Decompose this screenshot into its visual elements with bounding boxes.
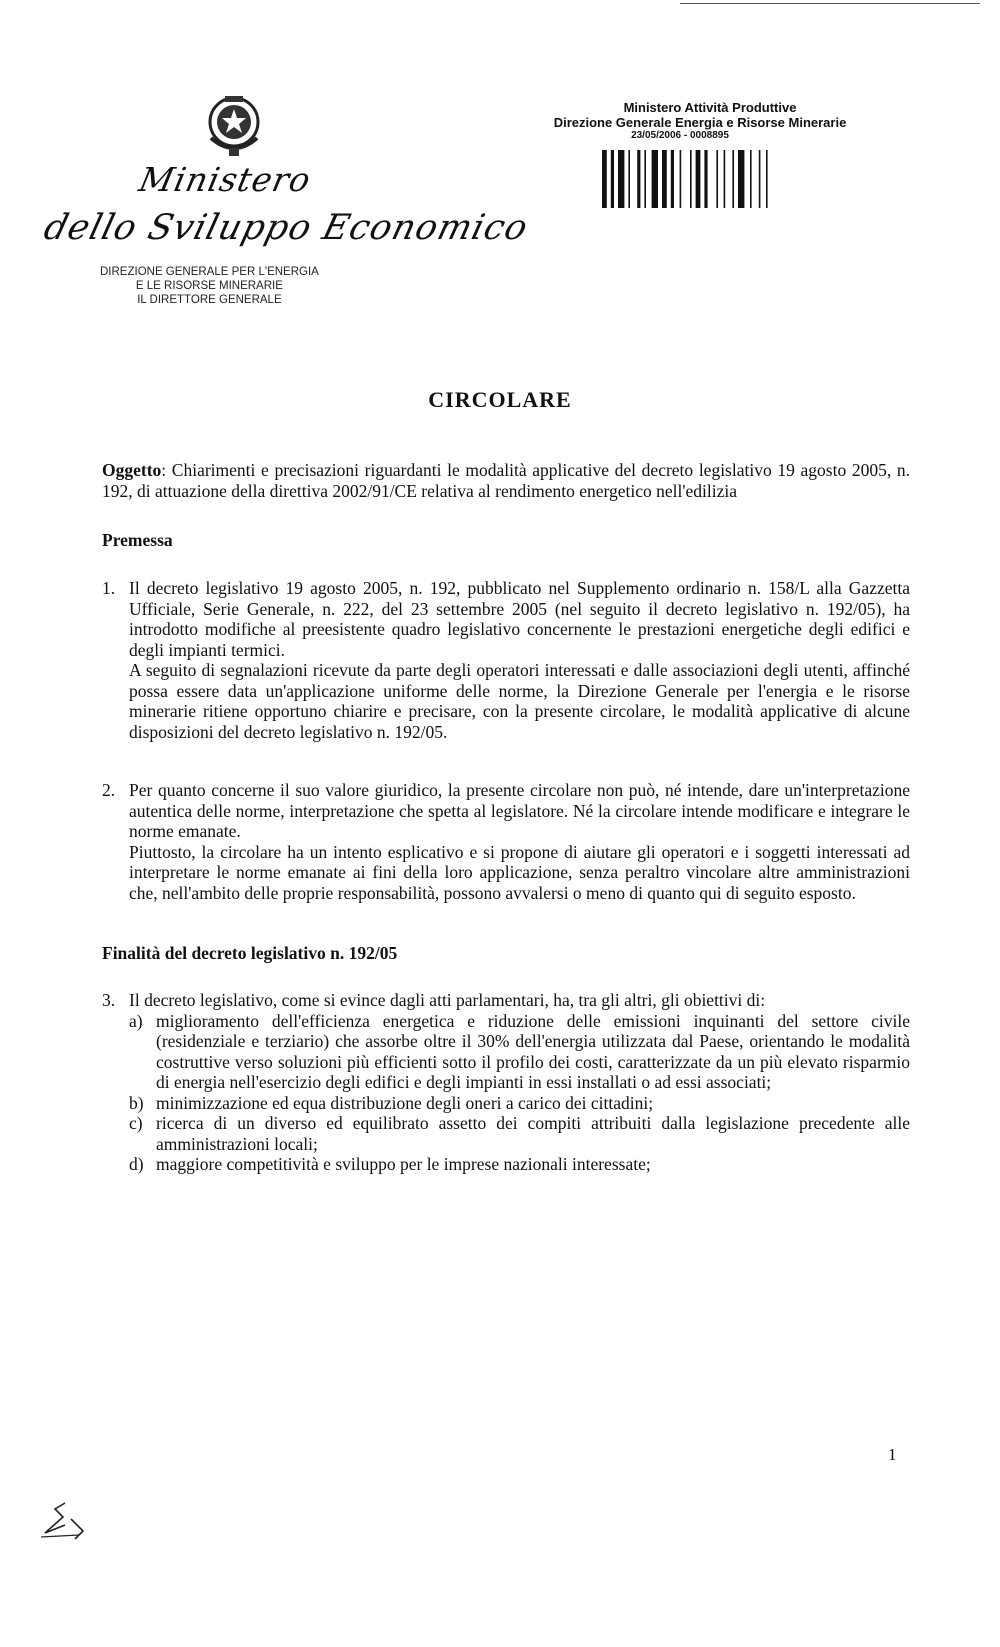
protocol-stamp: [540, 100, 860, 141]
barcode-bar: [738, 150, 744, 208]
barcode-bar: [732, 150, 734, 208]
top-edge-rule: [680, 3, 980, 4]
ministero-script-title: Ministero: [135, 160, 315, 199]
barcode-bar: [750, 150, 752, 208]
item-paragraph: Per quanto concerne il suo valore giuridico, la presente circolare non può, né intende, dare un'interpretazione autentica delle norme, interpretazione che spetta al legislatore. Né la circolare intende modificare e integrare le norme emanate.: [129, 780, 910, 841]
list-item: [129, 1113, 910, 1154]
numbered-item-1: [102, 578, 910, 742]
directorate-line-1: DIREZIONE GENERALE PER L'ENERGIA: [100, 266, 319, 278]
list-item: [129, 1093, 910, 1114]
stamp-directorate: Direzione Generale Energia e Risorse Minerarie: [553, 115, 847, 130]
directorate-line-3: IL DIRETTORE GENERALE: [137, 294, 282, 306]
barcode-bar: [759, 150, 761, 208]
item-number: 2.: [102, 780, 116, 800]
sviluppo-economico-script-title: dello Sviluppo Economico: [40, 208, 533, 248]
italian-republic-emblem-icon: [203, 92, 265, 160]
list-item-text: maggiore competitività e sviluppo per le imprese nazionali interessate;: [156, 1154, 651, 1174]
barcode-bar: [716, 150, 718, 208]
barcode-bar: [662, 150, 667, 208]
numbered-item-3: [102, 990, 910, 1175]
directorate-block: [100, 265, 319, 307]
oggetto-label: Oggetto: [102, 460, 162, 480]
page-number: 1: [888, 1445, 897, 1464]
item-paragraph: A seguito di segnalazioni ricevute da parte degli operatori interessati e dalle associazioni degli utenti, affinché possa essere data un'applicazione uniforme delle norme, la Direzione Generale per l'energia e le risorse minerarie ritiene opportuno chiarire e precisare, con la presente circolare, le modalità applicative di alcune disposizioni del decreto legislativo n. 192/05.: [129, 660, 910, 742]
handwritten-initials: [35, 1495, 115, 1545]
item-number: 1.: [102, 578, 116, 598]
barcode-bar: [724, 150, 726, 208]
objectives-list: [129, 1011, 910, 1175]
premessa-heading: Premessa: [102, 530, 173, 550]
item-paragraph: Il decreto legislativo, come si evince dagli atti parlamentari, ha, tra gli altri, gli obiettivi di:: [129, 990, 766, 1010]
barcode-bar: [704, 150, 707, 208]
list-item-text: minimizzazione ed equa distribuzione degli oneri a carico dei cittadini;: [156, 1092, 654, 1113]
barcode-bar: [611, 150, 614, 208]
list-item: [129, 1011, 910, 1093]
list-letter: b): [129, 1092, 144, 1113]
numbered-item-2: [102, 780, 910, 903]
item-paragraph: Piuttosto, la circolare ha un intento esplicativo e si propone di aiutare gli operatori e i soggetti interessati ad interpretare le norme emanate ai fini della loro applicazione, senza peraltro vincolare altre amministrazioni che, nell'ambito delle proprie responsabilità, possono avvalersi o meno di quanto qui di seguito esposto.: [129, 841, 910, 903]
barcode-bar: [628, 150, 630, 208]
barcode-bar: [637, 150, 640, 208]
directorate-line-2: E LE RISORSE MINERARIE: [135, 280, 283, 292]
list-letter: c): [129, 1113, 143, 1133]
item-number: 3.: [102, 990, 116, 1010]
barcode-bar: [618, 150, 624, 208]
stamp-protocol-number: 23/05/2006 - 0008895: [631, 130, 729, 141]
barcode-bar: [671, 150, 674, 208]
item-paragraph: Il decreto legislativo 19 agosto 2005, n. 192, pubblicato nel Supplemento ordinario n. 158/L alla Gazzetta Ufficiale, Serie Generale, n. 222, del 23 settembre 2005 (nel seguito il decreto legislativo n. 192/05), ha introdotto modifiche al preesistente quadro legislativo concernente le prestazioni energetiche degli edifici e degli impianti termici.: [129, 578, 910, 660]
barcode-bar: [602, 150, 607, 208]
protocol-barcode: [602, 150, 822, 208]
barcode-bar: [696, 150, 701, 208]
stamp-ministry: Ministero Attività Produttive: [623, 100, 797, 115]
oggetto-text: : Chiarimenti e precisazioni riguardanti le modalità applicative del decreto legislativo 19 agosto 2005, n. 192, di attuazione della direttiva 2002/91/CE relativa al rendimento energetico nell'edilizia: [102, 460, 910, 501]
list-item: [129, 1154, 910, 1175]
finalita-heading: Finalità del decreto legislativo n. 192/05: [102, 943, 398, 963]
barcode-bar: [680, 150, 682, 208]
barcode-bar: [766, 150, 768, 208]
list-item-text: miglioramento dell'efficienza energetica e riduzione delle emissioni inquinanti del settore civile (residenziale e terziario) che assorbe oltre il 30% dell'energia utilizzata dal Paese, orientando le modalità costruttive verso soluzioni più efficienti sotto il profilo dei costi, caratterizzate da un più elevato risparmio di energia nell'esercizio degli edifici e degli impianti in essi installati o ad essi associati;: [156, 1010, 910, 1092]
barcode-bar: [652, 150, 658, 208]
oggetto-paragraph: [102, 460, 910, 501]
list-letter: a): [129, 1010, 143, 1031]
barcode-bar: [644, 150, 646, 208]
list-letter: d): [129, 1154, 144, 1174]
barcode-bar: [690, 150, 692, 208]
list-item-text: ricerca di un diverso ed equilibrato assetto dei compiti attribuiti dalla legislazione precedente alle amministrazioni locali;: [156, 1113, 910, 1154]
document-title: CIRCOLARE: [428, 387, 572, 412]
